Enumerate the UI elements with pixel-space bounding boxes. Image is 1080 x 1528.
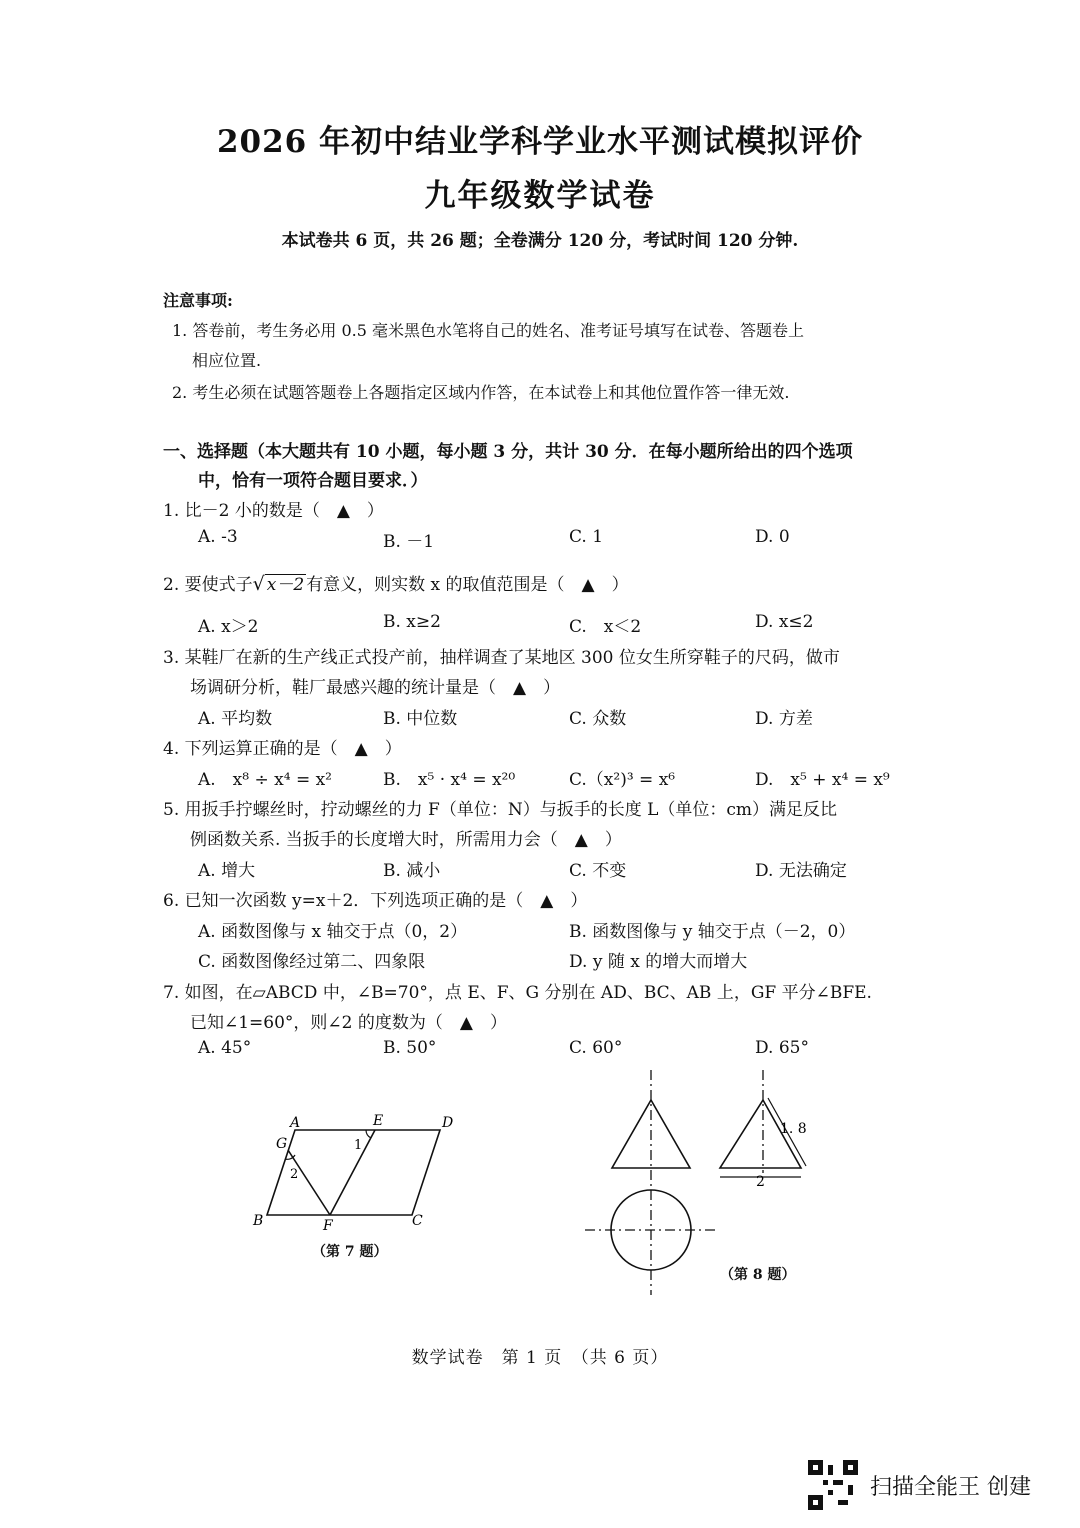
label-g: G — [276, 1136, 288, 1152]
slant-length-label: 1. 8 — [780, 1121, 807, 1137]
notice-item-1-cont: 相应位置. — [192, 351, 262, 370]
page-footer: 数学试卷 第 1 页 （共 6 页） — [411, 1348, 669, 1368]
label-f: F — [323, 1218, 333, 1234]
q7-stem: 7. 如图，在▱ABCD 中，∠B=70°，点 E、F、G 分别在 AD、BC、AB 上，GF 平分∠BFE. — [163, 983, 872, 1003]
q2-radicand: x－2 — [266, 575, 305, 595]
q3-option-b: B. 中位数 — [383, 709, 458, 729]
q7-stem-cont: 已知∠1=60°，则∠2 的度数为（ ▲ ） — [190, 1013, 507, 1033]
label-c: C — [412, 1213, 423, 1229]
q4-stem: 4. 下列运算正确的是（ ▲ ） — [163, 739, 402, 759]
figure-7-caption: （第 7 题） — [312, 1244, 388, 1260]
q6-option-a: A. 函数图像与 x 轴交于点（0，2） — [198, 922, 468, 942]
notice-heading: 注意事项: — [163, 291, 233, 310]
q2-option-b: B. x≥2 — [383, 612, 441, 632]
label-angle-2: 2 — [290, 1167, 299, 1182]
angle-1-arc — [366, 1130, 371, 1138]
q5-option-b: B. 减小 — [383, 861, 441, 881]
sqrt-symbol: √ — [252, 573, 265, 595]
q3-option-d: D. 方差 — [755, 709, 813, 729]
notice-item-1: 1. 答卷前，考生务必用 0.5 毫米黑色水笔将自己的姓名、准考证号填写在试卷、答题卷上 — [172, 321, 804, 340]
exam-title: 2026 年初中结业学科学业水平测试模拟评价 — [216, 124, 864, 160]
q2-stem — [163, 570, 629, 595]
q5-option-c: C. 不变 — [569, 861, 627, 881]
q7-option-c: C. 60° — [569, 1038, 623, 1058]
q7-option-a: A. 45° — [198, 1038, 252, 1058]
q1-option-b: B. －1 — [383, 532, 435, 552]
q1-stem: 1. 比－2 小的数是（ ▲ ） — [163, 501, 384, 521]
scanner-label: 扫描全能王 创建 — [870, 1475, 1031, 1500]
exam-subject-title: 九年级数学试卷 — [424, 178, 656, 214]
q5-stem-cont: 例函数关系. 当扳手的长度增大时，所需用力会（ ▲ ） — [190, 830, 622, 850]
figure-7-parallelogram — [240, 1105, 470, 1255]
q5-option-a: A. 增大 — [198, 861, 256, 881]
q1-option-c: C. 1 — [569, 527, 604, 547]
label-d: D — [442, 1115, 454, 1131]
q6-stem: 6. 已知一次函数 y=x＋2．下列选项正确的是（ ▲ ） — [163, 891, 588, 911]
q3-stem: 3. 某鞋厂在新的生产线正式投产前，抽样调查了某地区 300 位女生所穿鞋子的尺码，做市 — [163, 648, 840, 668]
section-heading-cont: 中，恰有一项符合题目要求．） — [198, 471, 428, 491]
q3-option-c: C. 众数 — [569, 709, 627, 729]
label-angle-1: 1 — [354, 1138, 363, 1153]
label-b: B — [253, 1213, 264, 1229]
q6-option-b: B. 函数图像与 y 轴交于点（－2，0） — [569, 922, 856, 942]
q5-stem: 5. 用扳手拧螺丝时，拧动螺丝的力 F（单位：N）与扳手的长度 L（单位：cm）满足反比 — [163, 800, 838, 820]
q4-option-a: A. x⁸ ÷ x⁴ = x² — [198, 770, 332, 790]
q2-stem-post: 有意义，则实数 x 的取值范围是（ ▲ ） — [306, 575, 629, 595]
exam-info: 本试卷共 6 页，共 26 题；全卷满分 120 分，考试时间 120 分钟. — [281, 231, 799, 251]
q3-option-a: A. 平均数 — [198, 709, 273, 729]
label-e: E — [373, 1113, 384, 1129]
q3-stem-cont: 场调研分析，鞋厂最感兴趣的统计量是（ ▲ ） — [190, 678, 561, 698]
q2-option-c: C. x＜2 — [569, 617, 642, 637]
q6-option-c: C. 函数图像经过第二、四象限 — [198, 952, 426, 972]
q7-option-b: B. 50° — [383, 1038, 437, 1058]
q1-option-a: A. -3 — [198, 527, 238, 547]
figure-8-caption: （第 8 题） — [720, 1267, 796, 1283]
q7-option-d: D. 65° — [755, 1038, 809, 1058]
label-a: A — [290, 1115, 301, 1131]
q4-option-d: D. x⁵ + x⁴ = x⁹ — [755, 770, 890, 790]
q2-stem-pre: 2. 要使式子 — [163, 575, 253, 595]
q2-option-a: A. x＞2 — [198, 617, 259, 637]
q4-option-b: B. x⁵ · x⁴ = x²⁰ — [383, 770, 516, 790]
q6-option-d: D. y 随 x 的增大而增大 — [569, 952, 748, 972]
notice-item-2: 2. 考生必须在试题答题卷上各题指定区域内作答，在本试卷上和其他位置作答一律无效. — [172, 383, 790, 402]
figure-8-three-views — [580, 1065, 840, 1300]
segment-gf — [288, 1150, 330, 1215]
qr-code-icon — [808, 1460, 858, 1510]
base-length-label: 2 — [756, 1174, 765, 1190]
q5-option-d: D. 无法确定 — [755, 861, 847, 881]
q2-option-d: D. x≤2 — [755, 612, 814, 632]
section-heading: 一、选择题（本大题共有 10 小题，每小题 3 分，共计 30 分．在每小题所给出的四个选项 — [163, 442, 853, 462]
q1-option-d: D. 0 — [755, 527, 790, 547]
q4-option-c: C.（x²)³ = x⁶ — [569, 770, 676, 790]
segment-fe — [330, 1130, 375, 1215]
